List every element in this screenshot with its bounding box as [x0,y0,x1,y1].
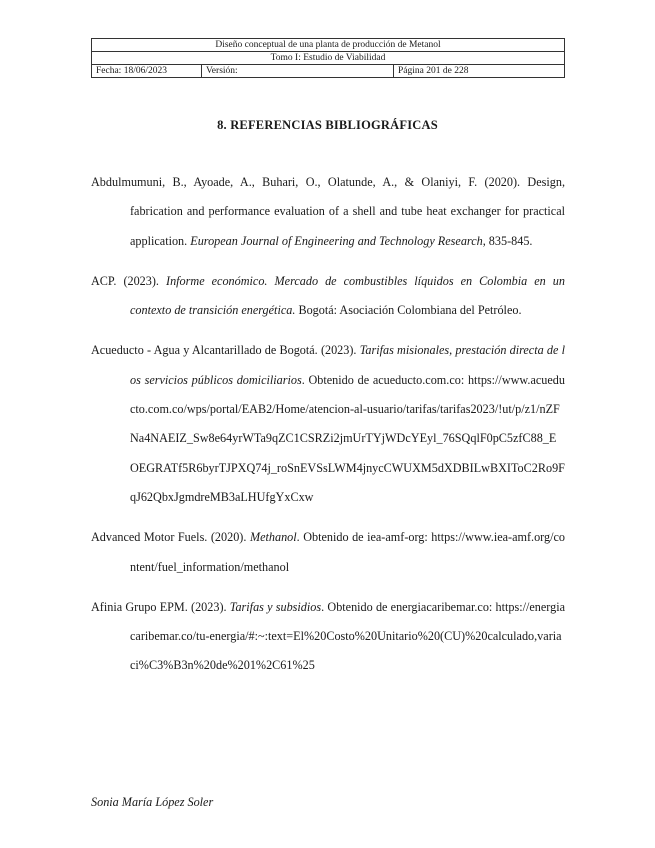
reference-tail: , 835-845. [482,233,533,248]
reference-title: Informe económico. Mercado de combustibles líquidos en Colombia en un contexto de transición energética. [130,273,565,318]
reference-entry [91,168,565,256]
reference-lead: Afinia Grupo EPM. (2023). [91,599,230,614]
reference-lead: Acueducto - Agua y Alcantarillado de Bogotá. (2023). [91,343,360,358]
header-doc-title: Diseño conceptual de una planta de producción de Metanol [92,39,565,52]
reference-lead: Advanced Motor Fuels. (2020). [91,530,250,545]
reference-tail: . Obtenido de iea-amf-org: https://www.iea-amf.org/content/fuel_information/methanol [130,530,565,574]
reference-title: European Journal of Engineering and Technology Research [190,233,483,248]
reference-entry [91,593,565,681]
header-page-number: Página 201 de 228 [394,65,565,78]
reference-tail: . Obtenido de acueducto.com.co: https://www.acueducto.com.co/wps/portal/EAB2/Home/atencion-al-usuario/tarifas/tarifas2023/!ut/p/z1/nZFNa4NAEIZ_Sw8e64yrWTa9qZC1CSRZi2jmUrTYjWDcYEyl_76SQqlF0pC5zfC88_EOEGRATf5R6byrTJPXQ74j_roSnEVSsLWM4jnycCWUXM5dXDBILwBXIToC2Ro9FqJ62QbxJgmdreMB3aLHUfgYxCxw [130,372,565,504]
header-version: Versión: [202,65,394,78]
header-date: Fecha: 18/06/2023 [92,65,202,78]
reference-lead: Abdulmumuni, B., Ayoade, A., Buhari, O., Olatunde, A., & Olaniyi, F. (2020). Design, fabrication and performance evaluation of a shell and tube heat exchanger for practical application. [91,175,565,248]
reference-entry [91,336,565,512]
document-header [91,38,565,78]
reference-title: Tarifas y subsidios [229,599,322,614]
reference-list [91,168,565,692]
footer-author: Sonia María López Soler [91,795,214,809]
reference-lead: ACP. (2023). [91,273,167,288]
reference-tail: Bogotá: Asociación Colombiana del Petróleo. [295,303,522,318]
section-title: 8. REFERENCIAS BIBLIOGRÁFICAS [217,118,438,132]
header-volume: Tomo I: Estudio de Viabilidad [92,52,565,65]
reference-title: Methanol [249,530,297,545]
reference-entry [91,267,565,326]
reference-tail: . Obtenido de energiacaribemar.co: https://energiacaribemar.co/tu-energia/#:~:text=El%20Costo%20Unitario%20(CU)%20calculado,variaci%C3%B3n%20de%201%2C61%25 [130,599,566,673]
reference-title: Tarifas misionales, prestación directa de los servicios públicos domiciliarios [130,343,566,387]
reference-entry [91,523,565,582]
